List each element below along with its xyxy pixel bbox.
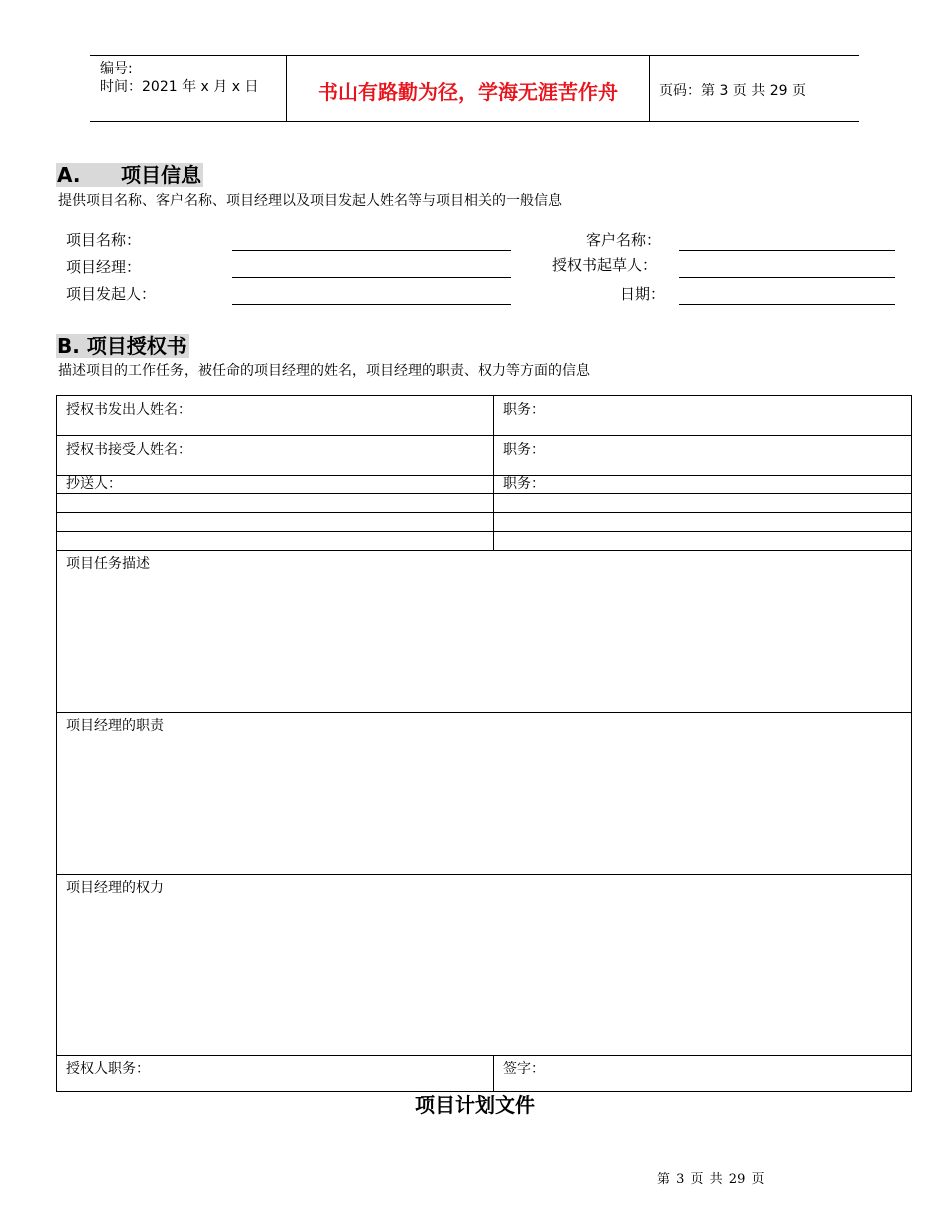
header-top-rule [90,55,859,56]
header-number-label: 编号: [100,61,133,77]
sponsor-field[interactable] [232,304,511,305]
section-b-title: B. 项目授权书 [57,334,187,358]
blank-cell[interactable] [494,513,912,532]
blank-cell[interactable] [57,494,494,513]
header-motto: 书山有路勤为径，学海无涯苦作舟 [318,80,618,104]
date-field[interactable] [679,304,895,305]
pm-duties-cell[interactable]: 项目经理的职责 [57,713,912,875]
receiver-title-cell[interactable]: 职务： [494,436,912,476]
blank-cell[interactable] [57,532,494,551]
issuer-name-cell[interactable]: 授权书发出人姓名： [57,396,494,436]
page-footer: 第 3 页 共 29 页 [657,1172,765,1187]
project-manager-field[interactable] [232,277,511,278]
section-a-title: 项目信息 [121,163,201,187]
authorizer-title-cell[interactable]: 授权人职务： [57,1056,494,1092]
client-name-label: 客户名称： [586,231,662,249]
header-bottom-rule [90,121,859,122]
document-title: 项目计划文件 [415,1093,535,1117]
issuer-title-cell[interactable]: 职务： [494,396,912,436]
pm-authority-cell[interactable]: 项目经理的权力 [57,875,912,1056]
drafter-field[interactable] [679,277,895,278]
receiver-name-cell[interactable]: 授权书接受人姓名： [57,436,494,476]
section-a-description: 提供项目名称、客户名称、项目经理以及项目发起人姓名等与项目相关的一般信息 [58,193,562,209]
cc-title-cell[interactable]: 职务： [494,476,912,494]
blank-cell[interactable] [494,494,912,513]
client-name-field[interactable] [679,250,895,251]
cc-cell[interactable]: 抄送人： [57,476,494,494]
blank-cell[interactable] [494,532,912,551]
drafter-label: 授权书起草人： [552,256,658,274]
header-divider [649,55,650,121]
authorization-table [56,395,912,1092]
signature-cell[interactable]: 签字： [494,1056,912,1092]
sponsor-label: 项目发起人： [66,285,157,303]
project-manager-label: 项目经理： [66,258,142,276]
section-a-letter: A. [56,163,121,187]
date-label: 日期： [620,285,666,303]
blank-cell[interactable] [57,513,494,532]
section-b-description: 描述项目的工作任务，被任命的项目经理的姓名，项目经理的职责、权力等方面的信息 [58,363,590,379]
project-name-field[interactable] [232,250,511,251]
project-name-label: 项目名称： [66,231,142,249]
header-time-label: 时间：2021 年 x 月 x 日 [100,79,259,95]
header-page-label: 页码：第 3 页 共 29 页 [659,83,806,99]
task-description-cell[interactable]: 项目任务描述 [57,551,912,713]
